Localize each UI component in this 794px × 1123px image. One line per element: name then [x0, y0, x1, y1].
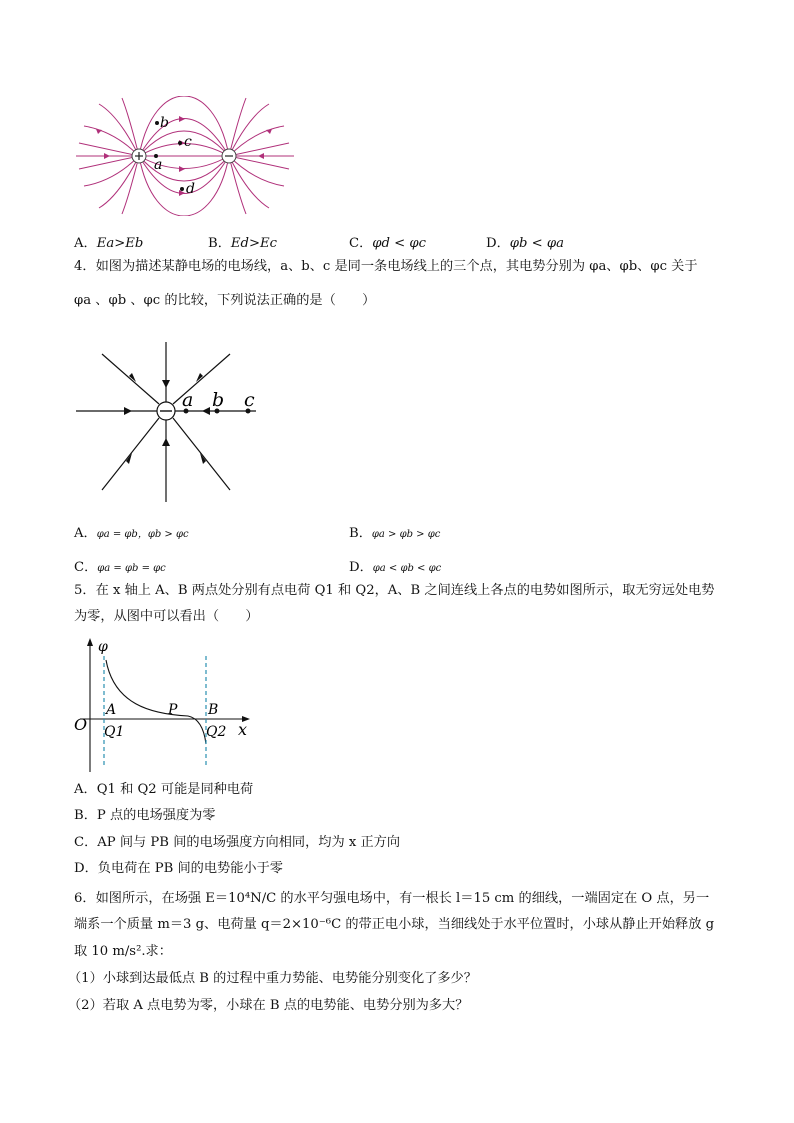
- q5-option-d[interactable]: D．负电荷在 PB 间的电势能小于零: [74, 861, 283, 876]
- point-c-label: c: [184, 134, 192, 150]
- q4-option-a[interactable]: A．φa = φb，φb > φc: [74, 526, 189, 541]
- point-A-label: A: [106, 702, 117, 718]
- q3-option-c[interactable]: C．φd < φc: [349, 236, 427, 251]
- q4-stem-line2: φa 、φb 、φc 的比较，下列说法正确的是（ ）: [74, 293, 376, 308]
- q5-stem-line2: 为零，从图中可以看出（ ）: [74, 609, 259, 624]
- point-b-label: b: [160, 115, 169, 131]
- q4-option-b[interactable]: B．φa > φb > φc: [349, 526, 441, 541]
- q6-stem-line1: 6．如图所示，在场强 E＝10⁴N/C 的水平匀强电场中，有一根长 l＝15 cm 的细线，一端固定在 O 点，另一: [74, 891, 710, 906]
- q4-stem-line1: 4．如图为描述某静电场的电场线，a、b、c 是同一条电场线上的三个点，其电势分别为 φa、φb、φc 关于: [74, 259, 698, 274]
- point-a-label: a: [182, 389, 194, 411]
- q6-subquestion-1: （1）小球到达最低点 B 的过程中重力势能、电势能分别变化了多少？: [68, 971, 477, 986]
- point-a-label: a: [154, 157, 163, 173]
- phi-axis-label: φ: [98, 639, 108, 655]
- q6-subquestion-2: （2）若取 A 点电势为零，小球在 B 点的电势能、电势分别为多大？: [68, 998, 469, 1013]
- q5-option-a[interactable]: A．Q1 和 Q2 可能是同种电荷: [74, 782, 254, 797]
- charge-Q1-label: Q1: [104, 724, 125, 740]
- q4-option-d[interactable]: D．φa < φb < φc: [349, 560, 442, 575]
- point-P-label: P: [168, 702, 178, 718]
- potential-graph-figure: [70, 634, 256, 774]
- q5-option-b[interactable]: B．P 点的电场强度为零: [74, 808, 216, 823]
- charge-Q2-label: Q2: [206, 724, 227, 740]
- q3-option-d[interactable]: D．φb < φa: [486, 236, 564, 251]
- negative-charge-field-figure: [74, 340, 266, 504]
- dipole-field-figure: [74, 96, 296, 216]
- q6-stem-line2: 端系一个质量 m＝3 g、电荷量 q＝2×10⁻⁶C 的带正电小球，当细线处于水平位置时，小球从静止开始释放 g: [74, 917, 715, 932]
- point-c-label: c: [244, 389, 255, 411]
- point-d-label: d: [186, 181, 195, 197]
- x-axis-label: x: [238, 720, 248, 739]
- q3-option-b[interactable]: B．Ed>Ec: [208, 236, 278, 251]
- point-B-label: B: [208, 702, 219, 718]
- q3-option-a[interactable]: A．Ea>Eb: [74, 236, 144, 251]
- point-b-label: b: [212, 389, 225, 411]
- q6-stem-line3: 取 10 m/s².求：: [74, 944, 172, 959]
- q4-option-c[interactable]: C．φa = φb = φc: [74, 560, 166, 575]
- origin-label: O: [74, 715, 88, 734]
- q5-option-c[interactable]: C．AP 间与 PB 间的电场强度方向相同，均为 x 正方向: [74, 835, 401, 850]
- q5-stem-line1: 5．在 x 轴上 A、B 两点处分别有点电荷 Q1 和 Q2，A、B 之间连线上各点的电势如图所示，取无穷远处电势: [74, 583, 715, 598]
